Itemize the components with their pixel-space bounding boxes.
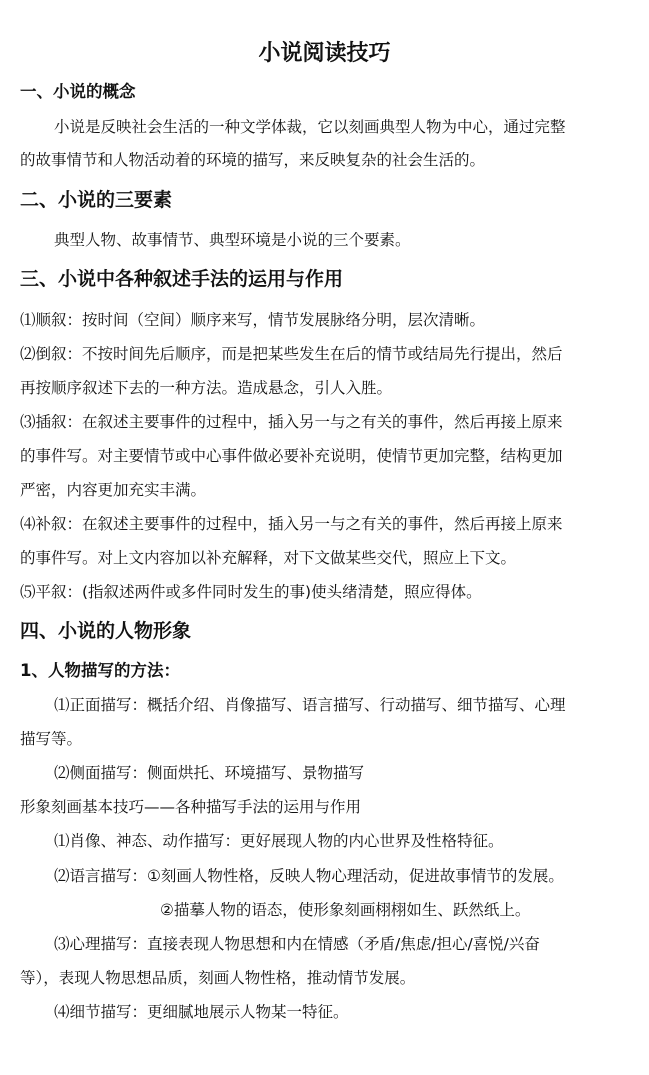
document-title: 小说阅读技巧: [258, 41, 391, 66]
section-3-heading: 三、小说中各种叙述手法的运用与作用: [20, 268, 344, 290]
section-3-line: 的事件写。对主要情节或中心事件做必要补充说明，使情节更加完整，结构更加: [20, 447, 563, 465]
section-1-paragraph-line: 的故事情节和人物活动着的环境的描写，来反映复杂的社会生活的。: [20, 151, 486, 169]
section-1-paragraph-line: 小说是反映社会生活的一种文学体裁，它以刻画典型人物为中心，通过完整: [54, 118, 566, 136]
section-4-subheading: 1、人物描写的方法：: [20, 661, 180, 680]
section-4-line: ⑵侧面描写：侧面烘托、环境描写、景物描写: [54, 764, 365, 782]
section-4-heading: 四、小说的人物形象: [20, 620, 192, 642]
section-3-line: ⑴顺叙：按时间（空间）顺序来写，情节发展脉络分明，层次清晰。: [20, 311, 486, 329]
section-4-line: ⑷细节描写：更细腻地展示人物某一特征。: [54, 1003, 349, 1021]
section-3-line: ⑸平叙：(指叙述两件或多件同时发生的事)使头绪清楚，照应得体。: [20, 583, 482, 601]
section-3-line: 再按顺序叙述下去的一种方法。造成悬念，引人入胜。: [20, 379, 393, 397]
section-4-line: ②描摹人物的语态，使形象刻画栩栩如生、跃然纸上。: [160, 901, 531, 919]
section-4-line: 等），表现人物思想品质，刻画人物性格，推动情节发展。: [20, 969, 416, 987]
section-3-line: ⑶插叙：在叙述主要事件的过程中，插入另一与之有关的事件，然后再接上原来: [20, 413, 563, 431]
section-3-line: ⑵倒叙：不按时间先后顺序，而是把某些发生在后的情节或结局先行提出，然后: [20, 345, 563, 363]
section-3-line: 的事件写。对上文内容加以补充解释，对下文做某些交代，照应上下文。: [20, 549, 517, 567]
section-4-line: ⑴正面描写：概括介绍、肖像描写、语言描写、行动描写、细节描写、心理: [54, 696, 566, 714]
section-4-line: ⑵语言描写：①刻画人物性格，反映人物心理活动，促进故事情节的发展。: [54, 867, 564, 885]
section-2-paragraph-line: 典型人物、故事情节、典型环境是小说的三个要素。: [54, 231, 411, 249]
section-4-line: 描写等。: [20, 730, 83, 748]
section-2-heading: 二、小说的三要素: [20, 189, 173, 211]
section-3-line: 严密，内容更加充实丰满。: [20, 481, 207, 499]
section-4-line: 形象刻画基本技巧——各种描写手法的运用与作用: [20, 798, 362, 816]
section-4-line: ⑶心理描写：直接表现人物思想和内在情感（矛盾/焦虑/担心/喜悦/兴奋: [54, 935, 540, 953]
section-3-line: ⑷补叙：在叙述主要事件的过程中，插入另一与之有关的事件，然后再接上原来: [20, 515, 563, 533]
section-4-line: ⑴肖像、神态、动作描写：更好展现人物的内心世界及性格特征。: [54, 832, 504, 850]
section-1-heading: 一、小说的概念: [20, 82, 136, 101]
